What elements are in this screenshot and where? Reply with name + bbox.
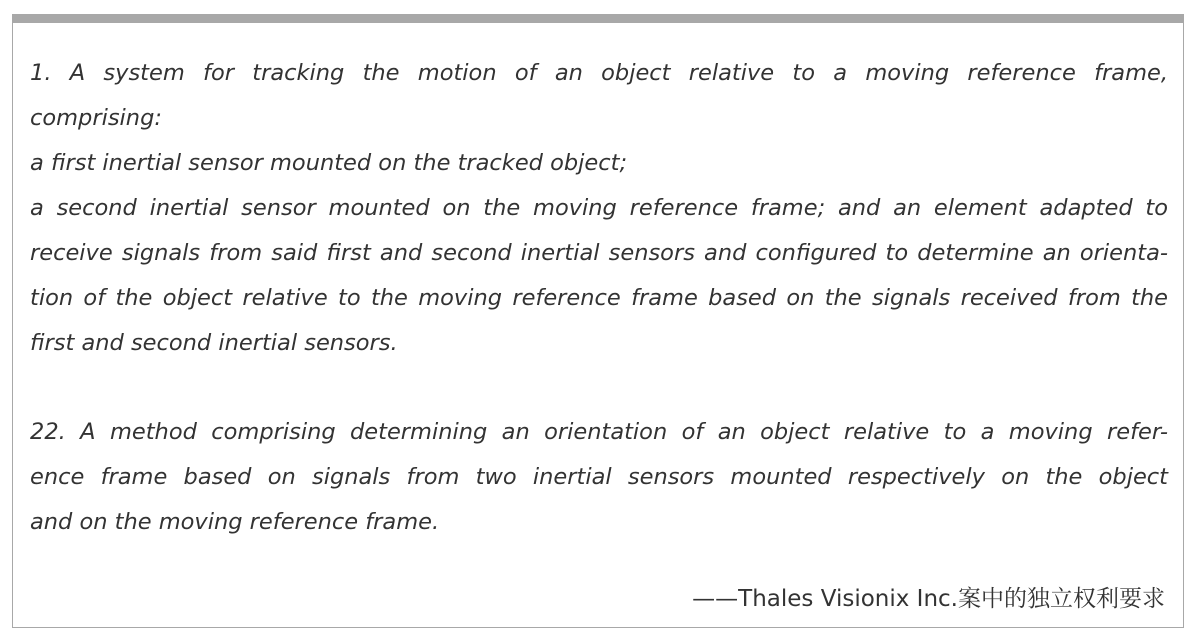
claim-22-line-1: 22. A method comprising determining an orientation of an object relative to a moving refer- [30,419,1168,445]
attribution: ——Thales Visionix Inc.案中的独立权利要求 [692,586,1165,612]
claim-1-line-3: a first inertial sensor mounted on the tracked object; [30,150,628,176]
claim-1-line-5: receive signals from said first and second inertial sensors and configured to determine an orienta- [30,240,1168,266]
claim-1-line-7: first and second inertial sensors. [30,330,398,356]
quote-box [12,14,1184,628]
claim-22-line-3: and on the moving reference frame. [30,509,440,535]
claims-text [30,51,1168,545]
claim-separator [30,366,1168,410]
claim-22-line-2: ence frame based on signals from two inertial sensors mounted respectively on the object [30,464,1168,490]
claim-1-line-4: a second inertial sensor mounted on the moving reference frame; and an element adapted to [30,195,1168,221]
claim-1-line-2: comprising: [30,105,162,131]
claim-1-line-6: tion of the object relative to the moving reference frame based on the signals received from the [30,285,1168,311]
claim-1-line-1: 1. A system for tracking the motion of an object relative to a moving reference frame, [30,60,1168,86]
